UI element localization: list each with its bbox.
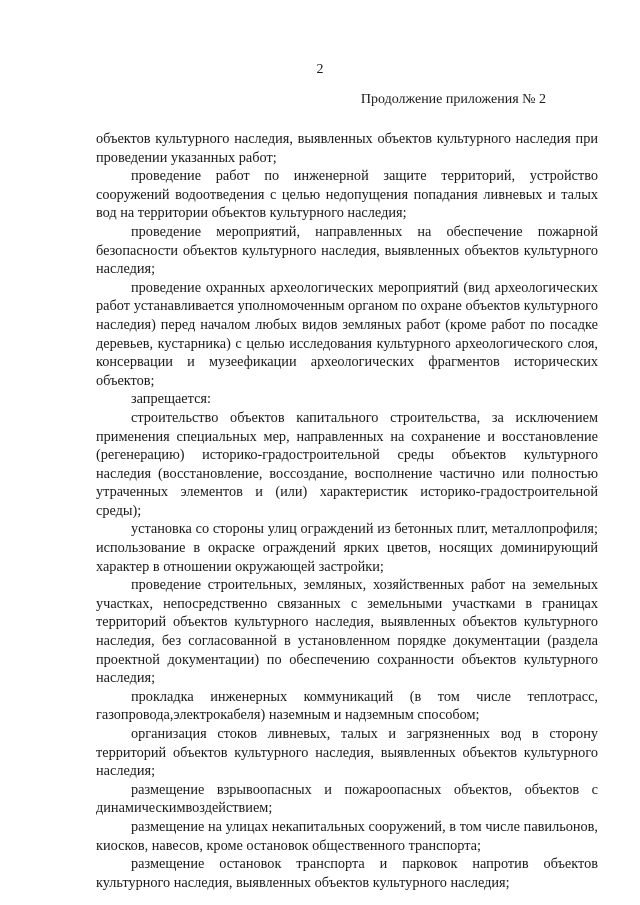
- paragraph: проведение охранных археологических мероприятий (вид археологических работ устанавливается уполномоченным органом по охране объектов культурного наследия) перед началом любых видов земляных работ (кроме работ по посадке деревьев, кустарника) с целью исследования культурного археологического слоя, консервации и музеефикации археологических фрагментов исторических объектов;: [96, 279, 598, 389]
- paragraph: установка со стороны улиц ограждений из бетонных плит, металлопрофиля; использование в окраске ограждений ярких цветов, носящих доминирующий характер в отношении окружающей застройки;: [96, 521, 598, 575]
- paragraph: объектов культурного наследия, выявленных объектов культурного наследия при проведении указанных работ;: [96, 131, 598, 166]
- paragraph: проведение строительных, земляных, хозяйственных работ на земельных участках, непосредственно связанных с земельными участками в границах территорий объектов культурного наследия, выявленных объектов культурного наследия, без согласованной в установленном порядке документации (раздела проектной документации) по обеспечению сохранности объектов культурного наследия;: [96, 577, 598, 687]
- paragraph: проведение мероприятий, направленных на обеспечение пожарной безопасности объектов культурного наследия, выявленных объектов культурного наследия;: [96, 223, 598, 278]
- paragraph: строительство объектов капитального строительства, за исключением применения специальных мер, направленных на сохранение и восстановление (регенерацию) историко-градостроительной среды объектов культурного наследия (восстановление, воссоздание, восполнение частично или полностью утраченных элементов и (или) характеристик историко-градостроительной среды);: [96, 409, 598, 519]
- appendix-continuation-label: Продолжение приложения № 2: [360, 92, 546, 107]
- paragraph: размещение на улицах некапитальных сооружений, в том числе павильонов, киосков, навесов, кроме остановок общественного транспорта;: [96, 818, 598, 854]
- paragraph: прокладка инженерных коммуникаций (в том числе теплотрасс, газопровода,электрокабеля) наземным и надземным способом;: [96, 688, 598, 724]
- page-number: 2: [316, 62, 324, 77]
- paragraph: проведение работ по инженерной защите территорий, устройство сооружений водоотведения с целью недопущения попадания ливневых и талых вод на территории объектов культурного наследия;: [96, 168, 598, 222]
- document-body: [96, 130, 598, 892]
- paragraph: размещение остановок транспорта и парковок напротив объектов культурного наследия, выявленных объектов культурного наследия;: [96, 856, 598, 891]
- paragraph: размещение взрывоопасных и пожароопасных объектов, объектов с динамическимвоздействием;: [96, 781, 598, 817]
- paragraph: организация стоков ливневых, талых и загрязненных вод в сторону территорий объектов культурного наследия, выявленных объектов культурного наследия;: [96, 726, 598, 780]
- paragraph: запрещается:: [131, 391, 211, 408]
